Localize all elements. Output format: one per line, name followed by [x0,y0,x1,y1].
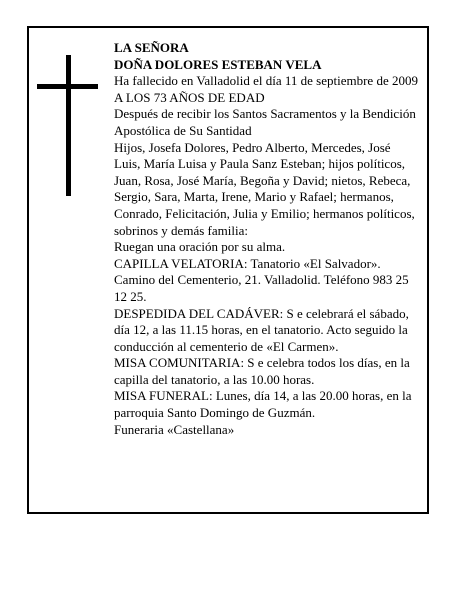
sacraments-statement: Después de recibir los Santos Sacramentos y la Bendición Apostólica de Su Santidad [114,106,416,138]
family-list: Hijos, Josefa Dolores, Pedro Alberto, Mercedes, José Luis, María Luisa y Paula Sanz Esteban; hijos políticos, Juan, Rosa, José María, Begoña y David; nietos, Rebeca, Sergio, Sara, Marta, Irene, Mario y Rafael; hermanos, Conrado, Felicitación, Julia y Emilio; hermanos políticos, sobrinos y demás familia: [114,139,415,238]
cross-vertical-bar [66,55,71,196]
funeral-mass-info: MISA FUNERAL: Lunes, día 14, a las 20.00 horas, en la parroquia Santo Domingo de Guzmán. [114,388,412,421]
prayer-request: Ruegan una oración por su alma. [114,239,286,255]
wake-info: CAPILLA VELATORIA: Tanatorio «El Salvador». Camino del Cementerio, 21. Valladolid. Teléfono 983 25 12 25. [114,255,409,304]
notice-title: LA SEÑORA [114,40,189,55]
farewell-info: DESPEDIDA DEL CADÁVER: S e celebrará el sábado, día 12, a las 11.15 horas, en el tanatorio. Acto seguido la conducción al cementerio de «El Carmen». [114,305,409,354]
funeral-home: Funeraria «Castellana» [114,421,235,437]
age-statement: A LOS 73 AÑOS DE EDAD [114,89,265,105]
cross-horizontal-bar [37,84,98,89]
deceased-name: DOÑA DOLORES ESTEBAN VELA [114,56,322,72]
community-mass-info: MISA COMUNITARIA: S e celebra todos los días, en la capilla del tanatorio, a las 10.00 horas. [114,355,410,387]
notice-text [114,40,420,438]
death-statement: Ha fallecido en Valladolid el día 11 de septiembre de 2009 [114,73,418,89]
